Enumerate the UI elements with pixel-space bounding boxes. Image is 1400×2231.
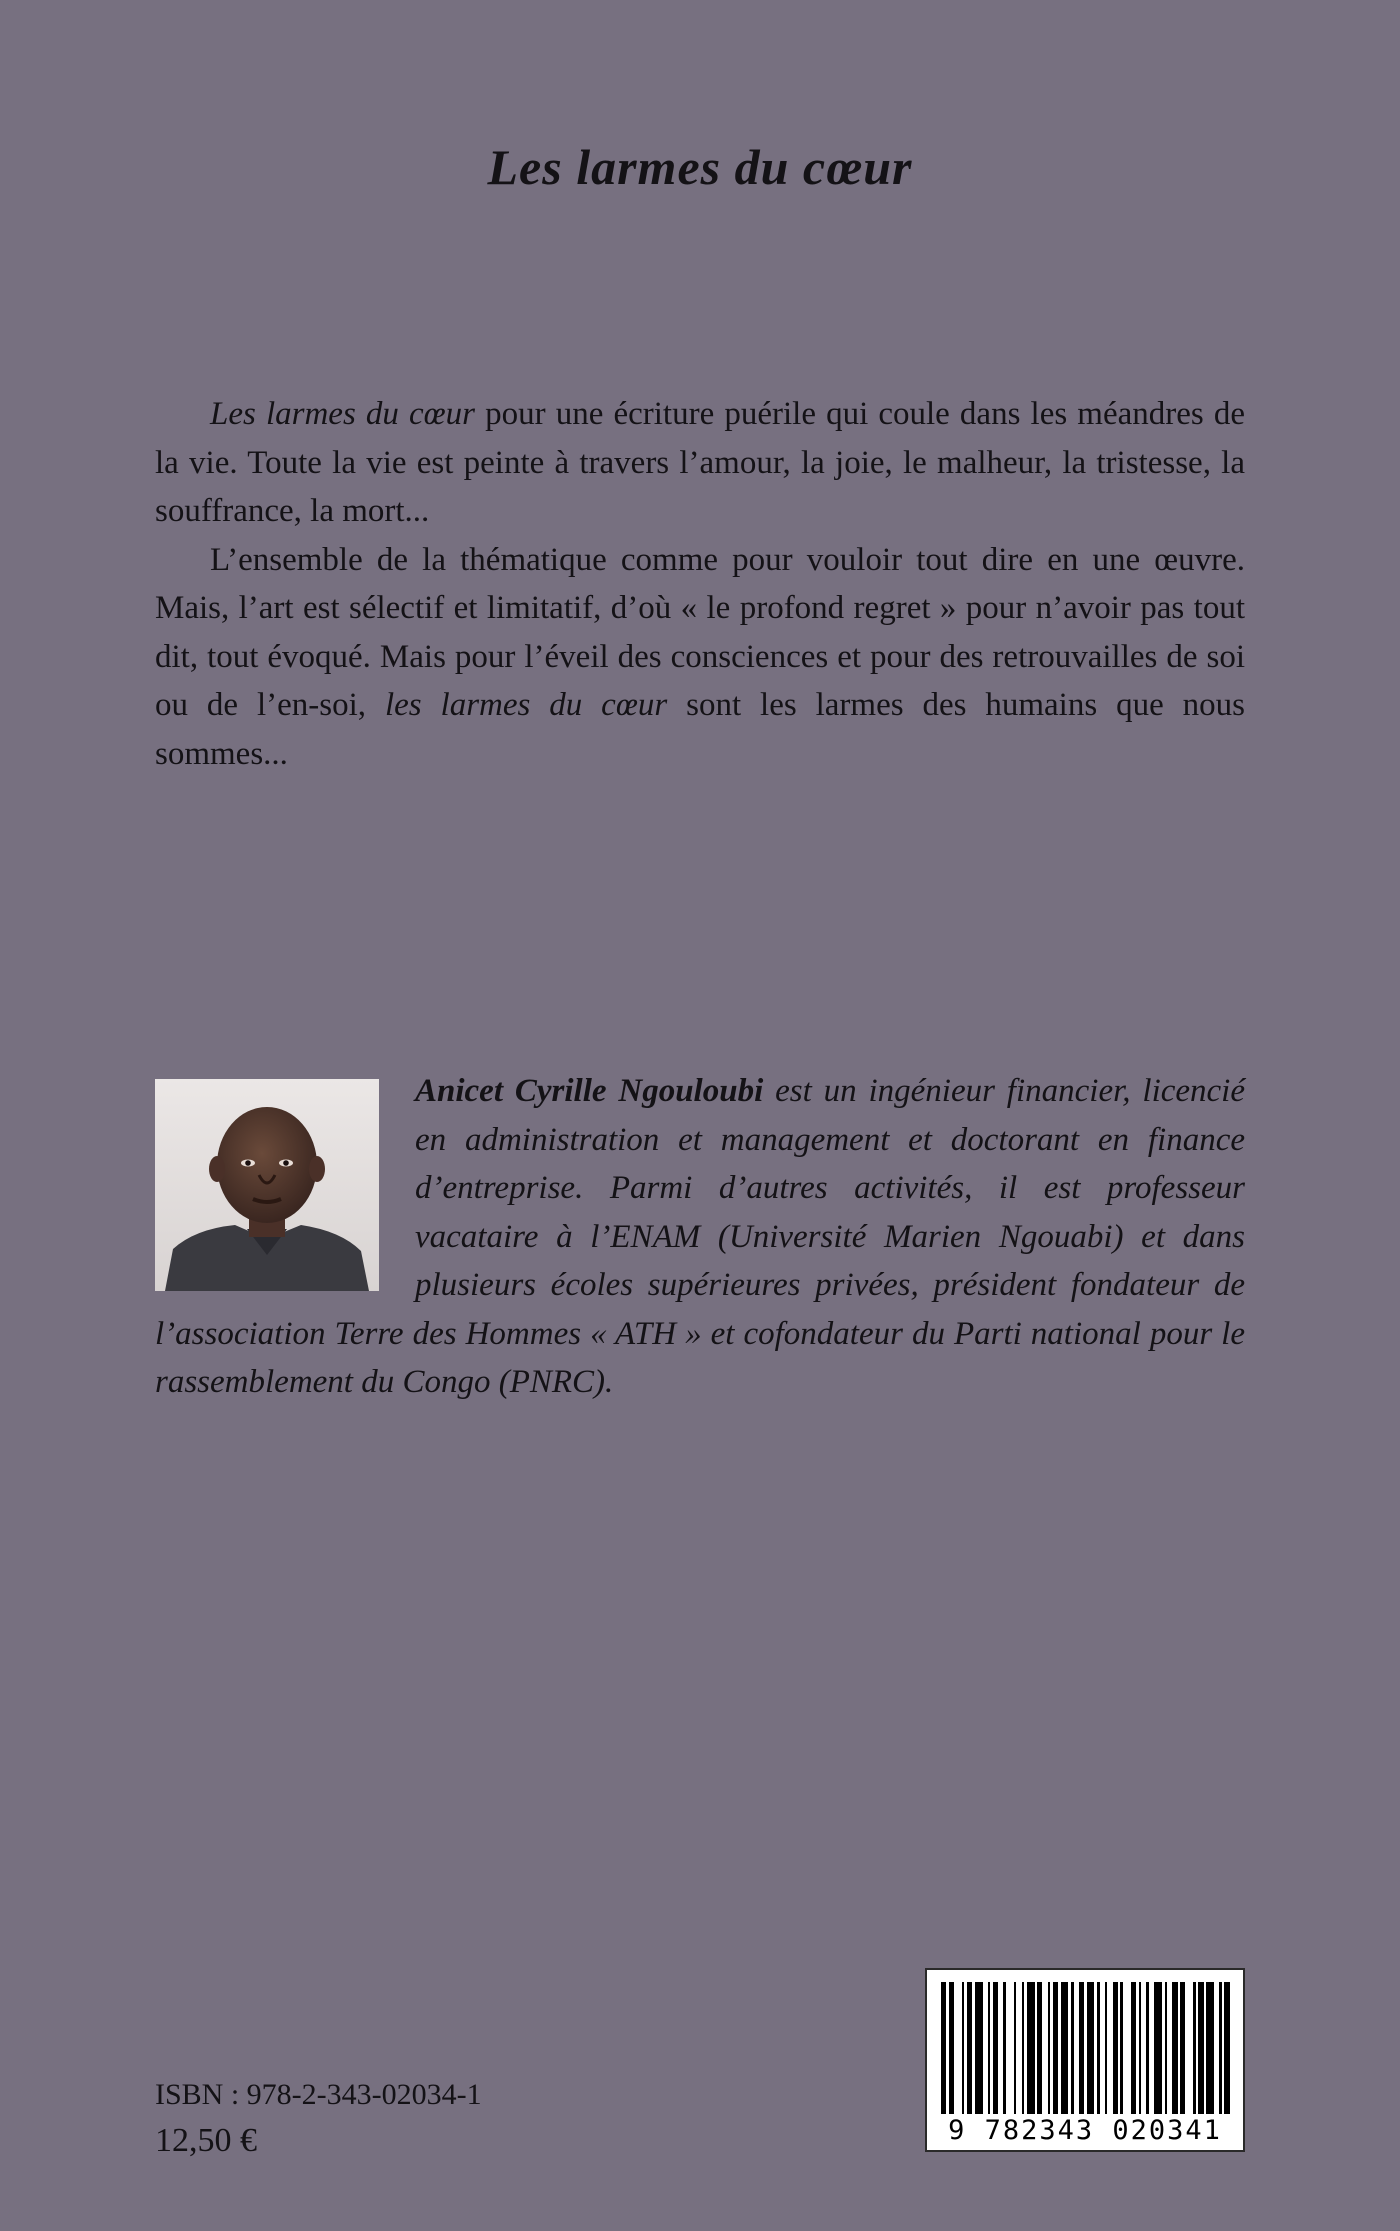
barcode-bar <box>1154 1982 1162 2114</box>
blurb-title-ref-1: Les larmes du cœur <box>210 396 476 432</box>
barcode-bar <box>1079 1982 1084 2114</box>
barcode-bar <box>1165 1982 1168 2114</box>
barcode-bar <box>1061 1982 1069 2114</box>
blurb <box>155 390 1245 778</box>
author-bio-text: est un ingénieur financier, licencié en administration et management et doctorant en finance d’entreprise. Parmi d’autres activités, il est professeur vacataire à l’ENAM (Université Marien Ngouabi) et dans plusieurs écoles supérieures privées, président fondateur de l’association Terre des Hommes « ATH » et cofondateur du Parti national pour le rassemblement du Congo (PNRC). <box>155 1073 1245 1400</box>
barcode-bar <box>1120 1982 1123 2114</box>
barcode-bar <box>975 1982 983 2114</box>
blurb-text-2b: sont les larmes des humains que nous sommes... <box>155 687 1246 772</box>
barcode-bar <box>1071 1982 1074 2114</box>
barcode-bar <box>988 1982 991 2114</box>
barcode-bar <box>949 1982 954 2114</box>
price: 12,50 € <box>155 2122 257 2159</box>
barcode-bar <box>1037 1982 1042 2114</box>
author-name: Anicet Cyrille Ngouloubi <box>415 1073 764 1109</box>
barcode-bar <box>1097 1982 1100 2114</box>
barcode-bar <box>1048 1982 1051 2114</box>
blurb-text-2a: L’ensemble de la thématique comme pour vouloir tout dire en une œuvre. Mais, l’art est sélectif et limitatif, d’où « le profond regret » pour n’avoir pas tout dit, tout évoqué. Mais pour l’éveil des consciences et pour des retrouvailles de soi ou de l’en-soi, <box>155 541 1245 723</box>
barcode-bar <box>1053 1982 1058 2114</box>
author-bio <box>155 1067 1245 1407</box>
barcode-bars <box>941 1982 1231 2114</box>
barcode-bar <box>1027 1982 1035 2114</box>
barcode-bar <box>993 1982 998 2114</box>
blurb-title-ref-2: les larmes du cœur <box>384 687 668 723</box>
barcode-bar <box>1224 1982 1229 2114</box>
barcode-bar <box>1087 1982 1095 2114</box>
barcode-bar <box>1022 1982 1025 2114</box>
barcode-bar <box>1139 1982 1142 2114</box>
blurb-paragraph-1 <box>155 390 1245 536</box>
barcode-bar <box>1131 1982 1136 2114</box>
barcode-bar <box>1113 1982 1118 2114</box>
blurb-text-1: pour une écriture puérile qui coule dans les méandres de la vie. Toute la vie est peinte à travers l’amour, la joie, le malheur, la tristesse, la souffrance, la mort... <box>155 396 1245 529</box>
barcode-bar <box>1206 1982 1214 2114</box>
barcode-bar <box>1180 1982 1185 2114</box>
barcode <box>925 1968 1245 2152</box>
barcode-bar <box>962 1982 965 2114</box>
barcode-bar <box>967 1982 972 2114</box>
book-title: Les larmes du cœur <box>487 139 913 195</box>
barcode-bar <box>941 1982 946 2114</box>
barcode-digits: 9 782343 020341 <box>948 2115 1222 2146</box>
barcode-bar <box>1003 1982 1006 2114</box>
barcode-bar <box>1172 1982 1177 2114</box>
barcode-bar <box>1105 1982 1108 2114</box>
barcode-bar <box>1193 1982 1196 2114</box>
barcode-bar <box>1014 1982 1017 2114</box>
barcode-bar <box>1198 1982 1203 2114</box>
isbn: ISBN : 978-2-343-02034-1 <box>155 2078 482 2111</box>
author-photo <box>155 1079 379 1291</box>
barcode-bar <box>1219 1982 1222 2114</box>
barcode-bar <box>1146 1982 1149 2114</box>
blurb-paragraph-2 <box>155 536 1245 779</box>
